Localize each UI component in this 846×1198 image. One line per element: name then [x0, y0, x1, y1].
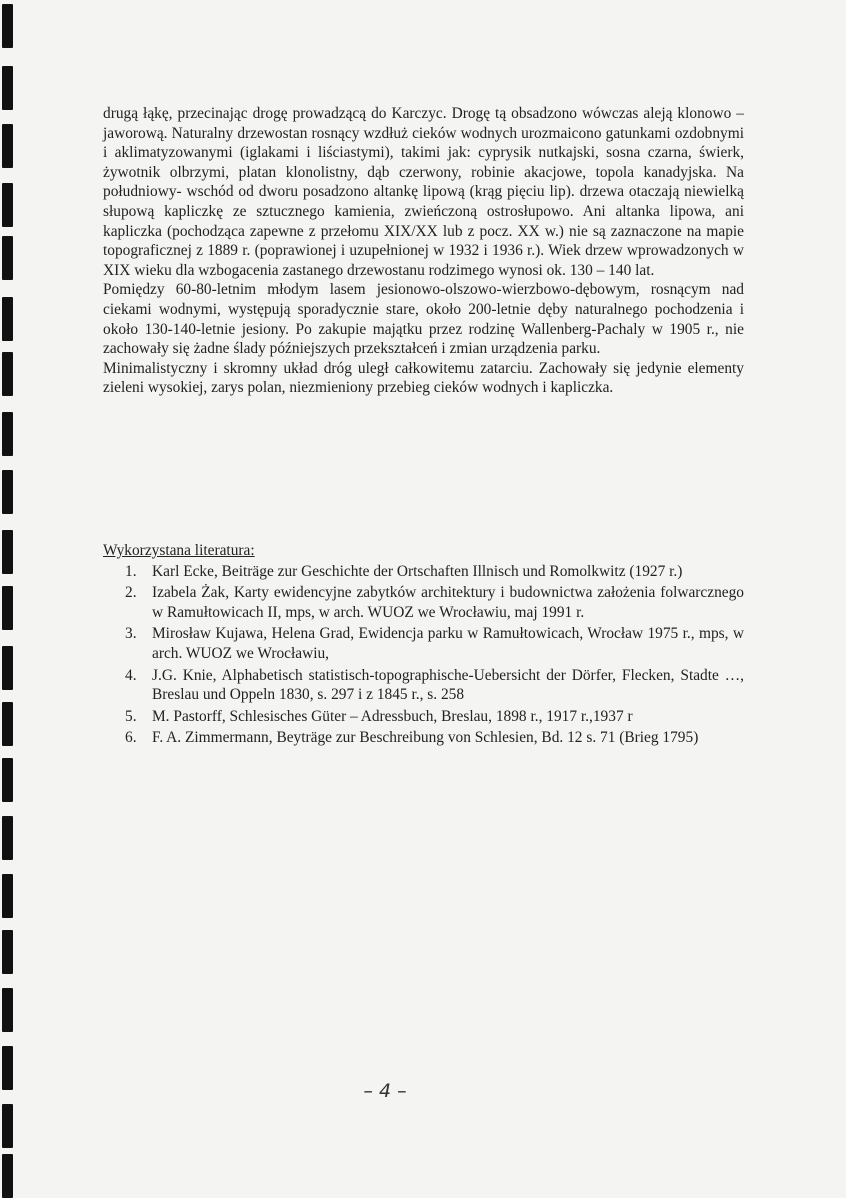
binding-hole — [2, 646, 13, 690]
binding-hole — [2, 816, 13, 860]
paragraph: Minimalistyczny i skromny układ dróg uległ całkowitemu zatarciu. Zachowały się jedynie elementy zieleni wysokiej, zarys polan, niezmieniony przebieg cieków wodnych i kapliczka. — [103, 359, 744, 397]
binding-hole — [2, 236, 13, 280]
reference-number: 2. — [125, 584, 137, 602]
binding-hole — [2, 874, 13, 918]
reference-number: 3. — [125, 625, 137, 643]
binding-hole — [2, 530, 13, 574]
binding-hole — [2, 930, 13, 974]
reference-item — [103, 707, 744, 727]
binding-hole — [2, 4, 13, 48]
reference-item — [103, 728, 744, 748]
binding-holes — [2, 0, 16, 1198]
binding-hole — [2, 1104, 13, 1148]
binding-hole — [2, 297, 13, 341]
binding-hole — [2, 988, 13, 1032]
binding-hole — [2, 183, 13, 227]
binding-hole — [2, 66, 13, 110]
references-title: Wykorzystana literatura: — [103, 542, 255, 559]
binding-hole — [2, 412, 13, 456]
reference-number: 5. — [125, 707, 137, 725]
references-list — [103, 562, 744, 748]
reference-text: J.G. Knie, Alphabetisch statistisch-topographische-Uebersicht der Dörfer, Flecken, Stadte …, Breslau und Oppeln 1830, s. 297 i z 1845 r., s. 258 — [152, 666, 744, 704]
binding-hole — [2, 352, 13, 396]
reference-item — [103, 624, 744, 663]
reference-text: Mirosław Kujawa, Helena Grad, Ewidencja parku w Ramułtowicach, Wrocław 1975 r., mps, w arch. WUOZ we Wrocławiu, — [152, 625, 744, 662]
reference-text: Karl Ecke, Beiträge zur Geschichte der Ortschaften Illnisch und Romolkwitz (1927 r.) — [152, 562, 683, 580]
paragraph: drugą łąkę, przecinając drogę prowadzącą do Karczyc. Drogę tą obsadzono wówczas aleją klonowo – jaworową. Naturalny drzewostan rosnący wzdłuż cieków wodnych urozmaicono gatunkami ozdobnymi i aklimatyzowanymi (iglakami i liściastymi), takimi jak: cyprysik nutkajski, sosna czarna, świerk, żywotnik olbrzymi, platan klonolistny, dąb czerwony, robinie akacjowe, topola kanadyjska. Na południowy- wschód od dworu posadzono altankę lipową (krąg pięciu lip). drzewa otaczają niewielką słupową kapliczkę ze sztucznego kamienia, zwieńczoną ostrosłupowo. Ani altanka lipowa, ani kapliczka (pochodząca zapewne z przełomu XIX/XX lub z pocz. XX w.) nie są zaznaczone na mapie topograficznej z 1889 r. (poprawionej i uzupełnionej w 1932 i 1936 r.). Wiek drzew wprowadzonych w XIX wieku dla wzbogacenia zastanego drzewostanu rodzimego wynosi ok. 130 – 140 lat. — [103, 105, 744, 279]
binding-hole — [2, 1154, 13, 1198]
paragraph: Pomiędzy 60-80-letnim młodym lasem jesionowo-olszowo-wierzbowo-dębowym, rosnącym nad ciekami wodnymi, występują sporadycznie stare, około 200-letnie dęby naturalnego pochodzenia i około 130-140-letnie jesiony. Po zakupie majątku przez rodzinę Wallenberg-Pachaly w 1905 r., nie zachowały się żadne ślady późniejszych przekształceń i zmian urządzenia parku. — [103, 281, 744, 358]
reference-number: 1. — [125, 562, 137, 580]
page-number: – 4 – — [363, 1080, 407, 1102]
binding-hole — [2, 758, 13, 802]
reference-number: 6. — [125, 729, 137, 747]
binding-hole — [2, 586, 13, 630]
binding-hole — [2, 702, 13, 746]
reference-text: F. A. Zimmermann, Beyträge zur Beschreibung von Schlesien, Bd. 12 s. 71 (Brieg 1795) — [152, 729, 699, 747]
binding-hole — [2, 470, 13, 514]
reference-item — [103, 583, 744, 622]
binding-hole — [2, 124, 13, 168]
reference-text: Izabela Żak, Karty ewidencyjne zabytków architektury i budownictwa założenia folwarcznego w Ramułtowicach II, mps, w arch. WUOZ we Wrocławiu, maj 1991 r. — [152, 584, 744, 621]
reference-text: M. Pastorff, Schlesisches Güter – Adressbuch, Breslau, 1898 r., 1917 r.,1937 r — [152, 707, 633, 725]
reference-item — [103, 666, 744, 705]
body-text — [103, 104, 744, 398]
reference-item — [103, 562, 744, 582]
reference-number: 4. — [125, 666, 137, 684]
binding-hole — [2, 1046, 13, 1090]
references-section — [103, 541, 744, 750]
